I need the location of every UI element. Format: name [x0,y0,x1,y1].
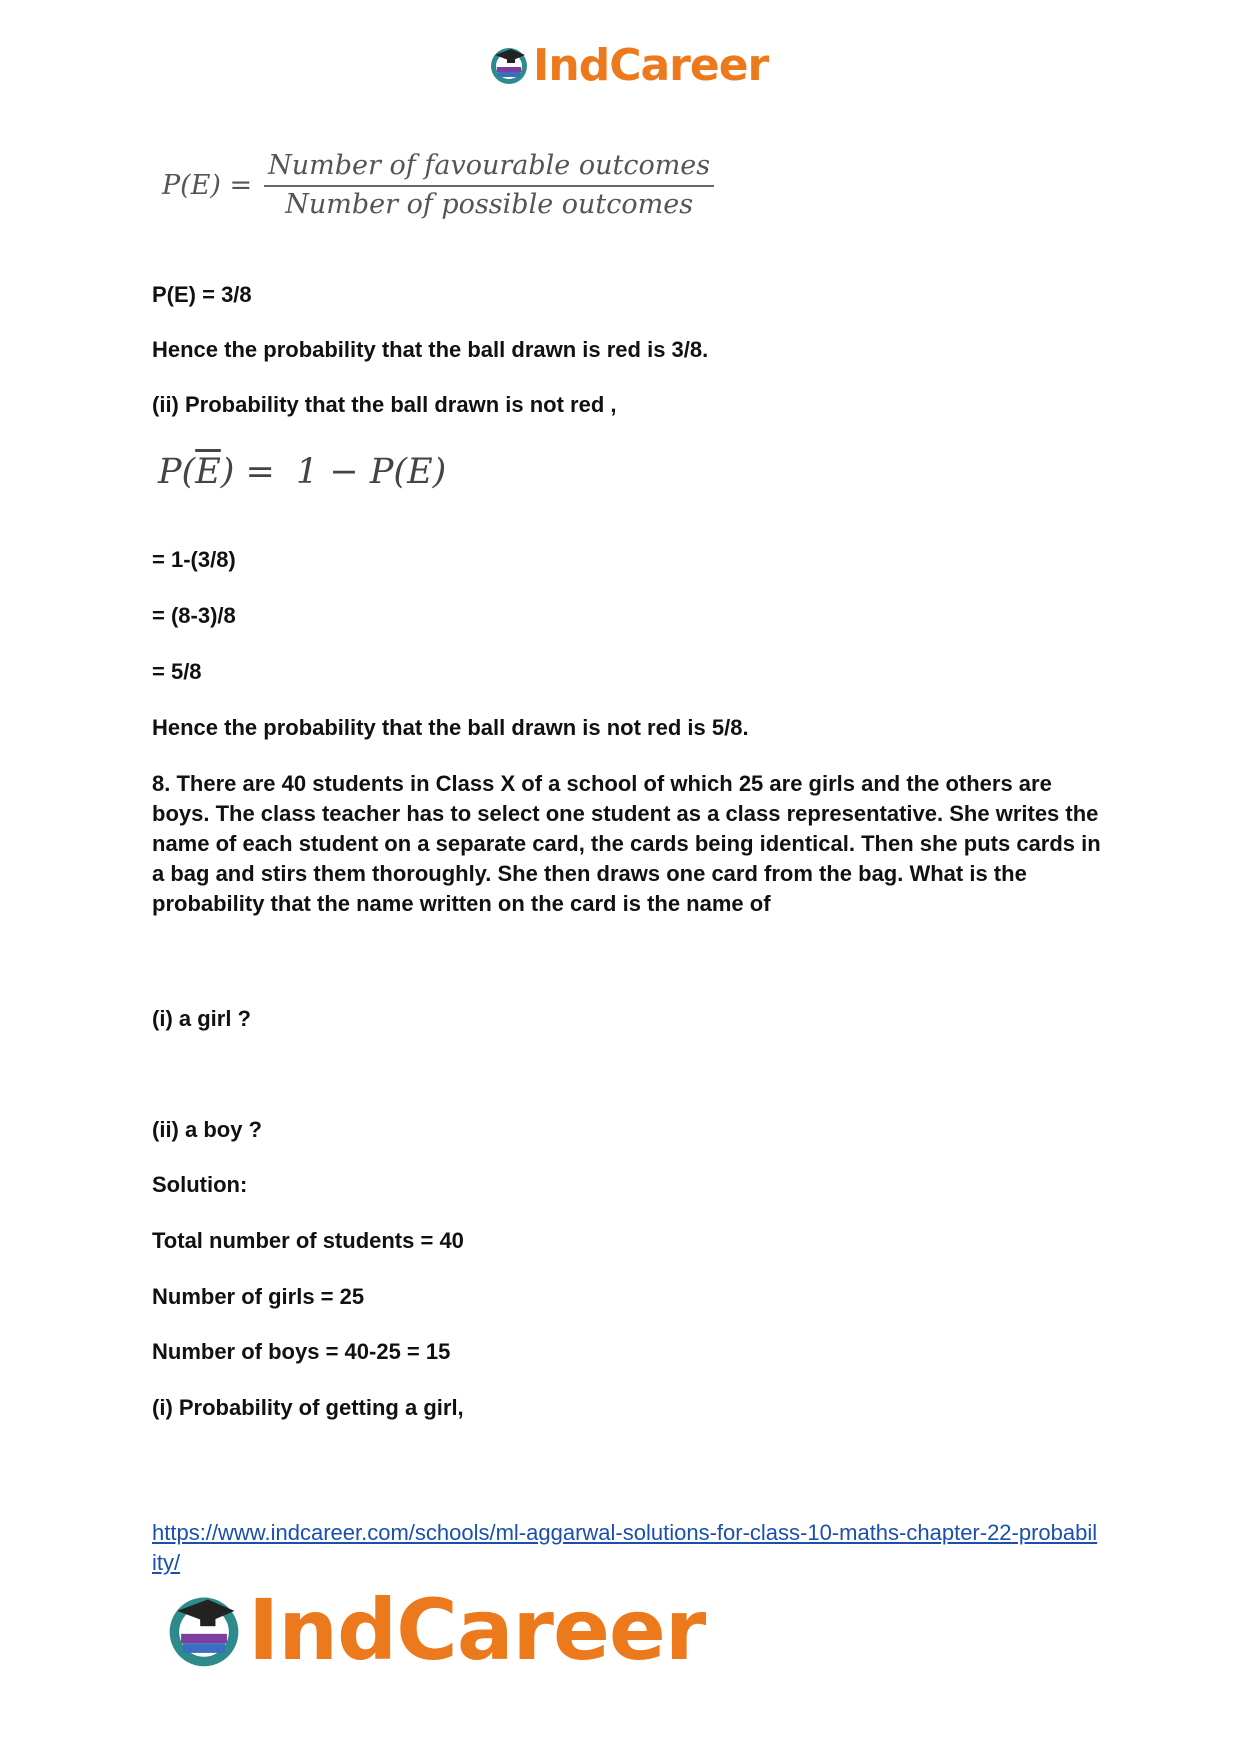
formula-fraction [264,150,714,220]
footer-logo-text: IndCareer [248,1581,706,1679]
source-link[interactable]: https://www.indcareer.com/schools/ml-aggarwal-solutions-for-class-10-maths-chapter-22-probability/ [152,1520,1098,1575]
total-students: Total number of students = 40 [152,1228,464,1253]
step-1: = 1-(3/8) [152,547,236,572]
formula-lhs: P(E) = [162,169,253,201]
books-graduation-cap-icon [487,43,531,87]
books-graduation-cap-icon [162,1588,246,1672]
formula-denominator: Number of possible outcomes [285,189,694,220]
complement-lhs-close: ) = [220,452,275,492]
step-2: = (8-3)/8 [152,603,236,628]
probability-formula [162,150,714,220]
formula-numerator: Number of favourable outcomes [264,150,714,187]
complement-rhs: 1 − P(E) [296,452,447,492]
number-of-girls: Number of girls = 25 [152,1284,365,1309]
probability-girl: (i) Probability of getting a girl, [152,1395,464,1420]
complement-formula [158,452,446,492]
hence-red-line: Hence the probability that the ball drawn is red is 3/8. [152,337,709,362]
option-i-girl: (i) a girl ? [152,1006,251,1031]
hence-not-red-line: Hence the probability that the ball drawn is not red is 5/8. [152,715,749,740]
complement-lhs-open: P( [158,452,196,492]
header-logo-text: IndCareer [533,39,769,91]
header-logo [487,40,768,90]
step-3: = 5/8 [152,659,202,684]
pe-value: P(E) = 3/8 [152,282,252,307]
number-of-boys: Number of boys = 40-25 = 15 [152,1339,451,1364]
ii-not-red-line: (ii) Probability that the ball drawn is not red , [152,392,617,417]
solution-heading: Solution: [152,1172,248,1197]
footer-logo [162,1581,706,1679]
option-ii-boy: (ii) a boy ? [152,1117,262,1142]
question-8: 8. There are 40 students in Class X of a school of which 25 are girls and the others are boys. The class teacher has to select one student as a class representative. She writes the name of each student on a separate card, the cards being identical. Then she puts cards in a bag and stirs them thoroughly. She then draws one card from the bag. What is the probability that the name written on the card is the name of [152,771,1101,916]
complement-e-bar: $\overline{E}$ [195,452,221,492]
